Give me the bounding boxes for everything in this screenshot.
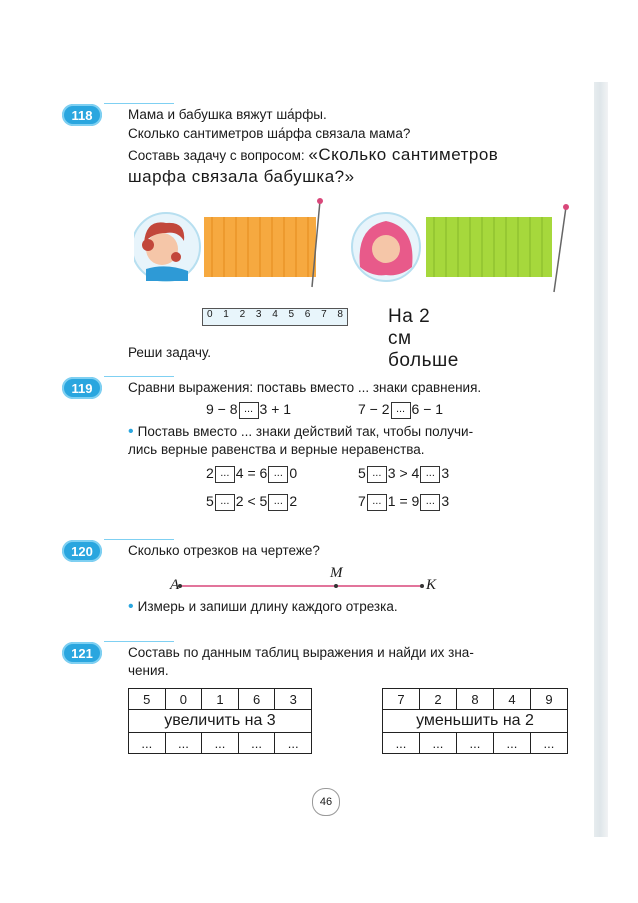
ruler-tick: 7 (321, 309, 327, 320)
task-question-cont: шарфа связала бабушка?» (128, 167, 355, 186)
answer-cell[interactable]: ... (493, 733, 530, 754)
exercise-text: Сколько сантиметров ша́рфа связала мама? (128, 126, 411, 141)
table-cell: 4 (493, 689, 530, 710)
page-number: 46 (312, 788, 340, 816)
answer-cell[interactable]: ... (238, 733, 275, 754)
equation-row (206, 493, 297, 511)
badge-divider (104, 103, 174, 104)
table-cell: 5 (129, 689, 166, 710)
bullet-icon: • (128, 598, 134, 615)
data-table-decrease (382, 688, 568, 754)
exercise-text: Составь по данным таблиц выражения и найди их зна- (128, 645, 474, 660)
green-scarf (426, 217, 552, 277)
expression: 5 (206, 493, 214, 509)
point-label: A (170, 577, 180, 593)
expression: 2 (289, 493, 298, 509)
equation-row (358, 465, 449, 483)
answer-box[interactable]: ... (215, 494, 235, 511)
answer-cell[interactable]: ... (165, 733, 202, 754)
table-cell: 0 (165, 689, 202, 710)
answer-box[interactable]: ... (239, 402, 259, 419)
ruler-tick: 0 (207, 309, 213, 320)
answer-box[interactable]: ... (420, 494, 440, 511)
operation-cell: увеличить на 3 (129, 710, 312, 733)
equation-row (206, 465, 297, 483)
task-prefix: Составь задачу с вопросом: (128, 148, 305, 163)
answer-cell[interactable]: ... (419, 733, 456, 754)
expression: 2 < 5 (235, 493, 268, 509)
table-cell: 9 (530, 689, 567, 710)
expression: 5 (358, 465, 366, 481)
ruler-tick: 8 (337, 309, 343, 320)
scarves-illustration (134, 197, 574, 307)
expression: 3 + 1 (259, 401, 292, 417)
exercise-text (128, 598, 398, 616)
ruler-tick: 3 (255, 309, 262, 320)
exercise-text (128, 146, 498, 165)
exercise-number-badge: 121 (62, 642, 102, 664)
answer-box[interactable]: ... (367, 494, 387, 511)
operation-cell: уменьшить на 2 (383, 710, 568, 733)
answer-box[interactable]: ... (268, 494, 288, 511)
expression: 9 − 8 (206, 401, 238, 417)
segment-drawing (164, 568, 444, 598)
answer-box[interactable]: ... (367, 466, 387, 483)
exercise-number-badge: 120 (62, 540, 102, 562)
table-cell: 6 (238, 689, 275, 710)
difference-label: На 2 см больше (388, 306, 459, 371)
equation-row (358, 493, 449, 511)
exercise-text (128, 423, 473, 441)
table-cell: 2 (419, 689, 456, 710)
ruler-tick: 2 (239, 309, 246, 320)
textbook-page (71, 82, 594, 837)
task-text: Поставь вместо ... знаки действий так, чтобы получи- (137, 424, 474, 439)
expression: 4 = 6 (235, 465, 268, 481)
answer-box[interactable]: ... (420, 466, 440, 483)
expression: 0 (289, 465, 298, 481)
expression: 3 > 4 (387, 465, 420, 481)
answer-cell[interactable]: ... (530, 733, 567, 754)
data-table-increase (128, 688, 312, 754)
table-cell: 3 (275, 689, 312, 710)
table-cell: 1 (202, 689, 239, 710)
answer-box[interactable]: ... (391, 402, 411, 419)
ruler-tick: 4 (272, 309, 278, 320)
exercise-text: Сравни выражения: поставь вместо ... знаки сравнения. (128, 380, 482, 395)
ruler (202, 308, 348, 326)
expression: 7 (358, 493, 366, 509)
answer-cell[interactable]: ... (456, 733, 493, 754)
badge-divider (104, 641, 174, 642)
expression: 1 = 9 (387, 493, 420, 509)
exercise-text: Мама и бабушка вяжут ша́рфы. (128, 107, 327, 122)
ruler-tick: 1 (223, 309, 229, 320)
exercise-text: Сколько отрезков на чертеже? (128, 543, 320, 558)
answer-cell[interactable]: ... (383, 733, 420, 754)
answer-box[interactable]: ... (268, 466, 288, 483)
table-cell: 7 (383, 689, 420, 710)
task-text: Измерь и запиши длину каждого отрезка. (137, 599, 398, 614)
expression: 3 (441, 493, 450, 509)
point-label: K (426, 577, 437, 593)
table-cell: 8 (456, 689, 493, 710)
answer-box[interactable]: ... (215, 466, 235, 483)
expression: 7 − 2 (358, 401, 390, 417)
exercise-number-badge: 118 (62, 104, 102, 126)
task-question: «Сколько сантиметров (308, 145, 499, 164)
page-edge-shadow (592, 82, 608, 837)
badge-divider (104, 539, 174, 540)
exercise-text: чения. (128, 663, 169, 678)
solve-instruction: Реши задачу. (128, 345, 212, 360)
ruler-tick: 5 (288, 309, 295, 320)
exercise-number-badge: 119 (62, 377, 102, 399)
expression: 6 − 1 (411, 401, 444, 417)
ruler-tick: 6 (304, 309, 311, 320)
point-label: M (330, 565, 343, 581)
bullet-icon: • (128, 423, 134, 440)
comparison-row (358, 401, 443, 419)
comparison-row (206, 401, 291, 419)
answer-cell[interactable]: ... (129, 733, 166, 754)
badge-divider (104, 376, 174, 377)
expression: 3 (441, 465, 450, 481)
answer-cell[interactable]: ... (275, 733, 312, 754)
exercise-text: лись верные равенства и верные неравенства. (128, 442, 425, 457)
answer-cell[interactable]: ... (202, 733, 239, 754)
expression: 2 (206, 465, 214, 481)
